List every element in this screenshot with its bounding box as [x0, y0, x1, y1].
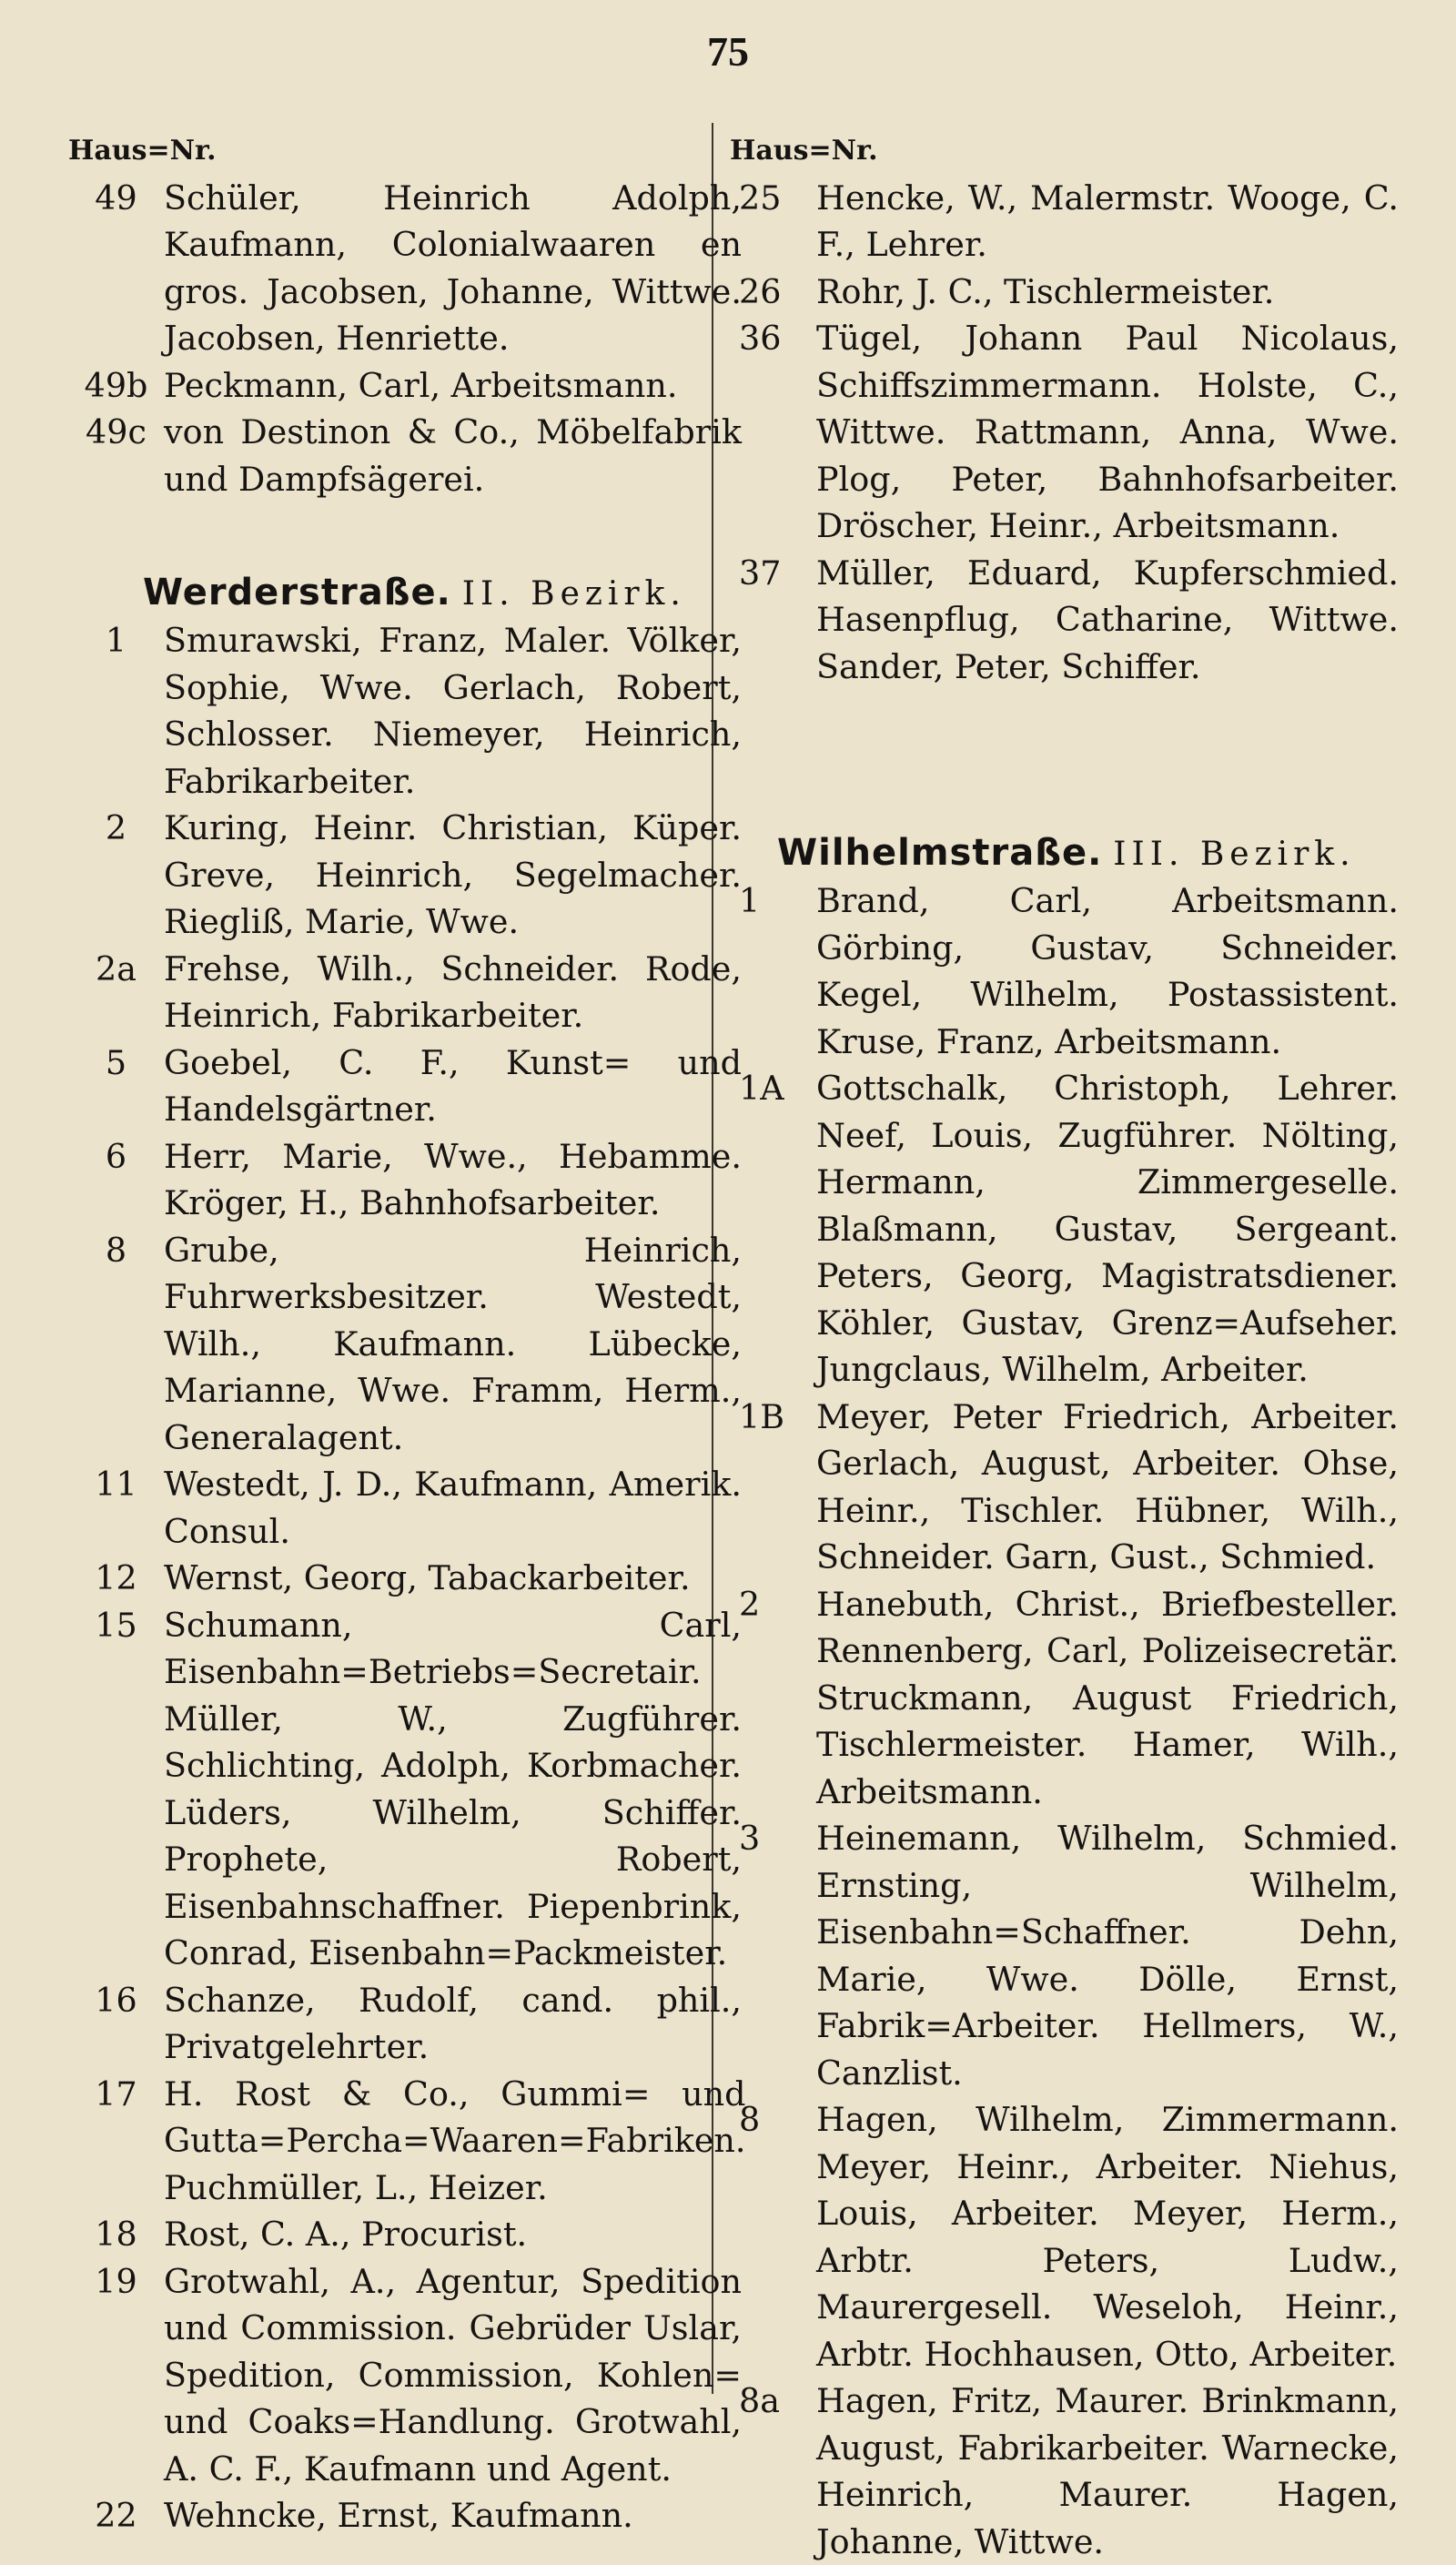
house-number: 8 [105, 1230, 127, 1270]
resident-listing: Kuring, Heinr. Christian, Küper. Greve, Heinrich, Segelmacher. Riegliß, Marie, Wwe. [164, 808, 742, 941]
house-number-header: Haus=Nr. [730, 135, 878, 167]
directory-entry [730, 175, 1399, 269]
directory-entry [68, 175, 742, 362]
directory-entry [730, 1815, 1399, 2096]
resident-listing: Meyer, Peter Friedrich, Arbeiter. Gerlach, August, Arbeiter. Ohse, Heinr., Tischler. Hübner, Wilh., Schneider. Garn, Gust., Schmied. [816, 1396, 1399, 1577]
entry-list [730, 175, 1399, 691]
directory-entry [68, 1461, 742, 1555]
directory-entry [68, 1555, 742, 1602]
directory-entry [68, 1227, 742, 1462]
directory-entry [68, 1039, 742, 1133]
house-number: 49b [84, 365, 148, 405]
entry-list [730, 877, 1399, 2565]
resident-listing: Wehncke, Ernst, Kaufmann. [164, 2496, 633, 2535]
directory-entry [68, 2071, 746, 2212]
resident-listing: Westedt, J. D., Kaufmann, Amerik. Consul. [164, 1465, 742, 1551]
resident-listing: Hanebuth, Christ., Briefbesteller. Rennenberg, Carl, Polizeisecretär. Struckmann, August Friedrich, Tischlermeister. Hamer, Wilh., Arbeitsmann. [816, 1584, 1399, 1811]
house-number: 16 [95, 1980, 137, 2020]
right-column [730, 127, 1399, 2565]
resident-listing: Brand, Carl, Arbeitsmann. Görbing, Gustav, Schneider. Kegel, Wilhelm, Postassistent. Kruse, Franz, Arbeitsmann. [816, 881, 1399, 1061]
page-number: 75 [707, 28, 749, 75]
house-number: 36 [739, 319, 782, 358]
resident-listing: Schanze, Rudolf, cand. phil., Privatgelehrter. [164, 1980, 742, 2066]
house-number: 1B [739, 1396, 785, 1436]
resident-listing: Heinemann, Wilhelm, Schmied. Ernsting, Wilhelm, Eisenbahn=Schaffner. Dehn, Marie, Wwe. Dölle, Ernst, Fabrik=Arbeiter. Hellmers, W., Canzlist. [816, 1819, 1399, 2093]
house-number: 18 [95, 2215, 137, 2254]
resident-listing: Rohr, J. C., Tischlermeister. [816, 271, 1275, 311]
street-name: Wilhelmstraße. [777, 832, 1103, 874]
house-number: 8 [739, 2100, 761, 2139]
resident-listing: von Destinon & Co., Möbelfabrik und Dampfsägerei. [164, 412, 742, 499]
directory-entry [730, 2096, 1399, 2377]
directory-entry [730, 269, 1399, 316]
resident-listing: Peckmann, Carl, Arbeitsmann. [164, 365, 678, 405]
resident-listing: Schumann, Carl, Eisenbahn=Betriebs=Secretair. Müller, W., Zugführer. Schlichting, Adolph, Korbmacher. Lüders, Wilhelm, Schiffer. Prophete, Robert, Eisenbahnschaffner. Piepenbrink, Conrad, Eisenbahn=Packmeister. [164, 1605, 742, 1972]
left-column [68, 127, 746, 2540]
house-number-header: Haus=Nr. [68, 135, 217, 167]
house-number: 19 [95, 2261, 137, 2301]
district-label: II. Bezirk. [461, 575, 686, 613]
directory-entry [730, 2377, 1399, 2565]
house-number: 2a [96, 948, 136, 988]
resident-listing: Frehse, Wilh., Schneider. Rode, Heinrich, Fabrikarbeiter. [164, 948, 742, 1035]
directory-entry [68, 2258, 742, 2493]
house-number: 17 [95, 2073, 137, 2114]
house-number: 6 [105, 1136, 127, 1176]
directory-entry [68, 409, 742, 502]
directory-entry [68, 2211, 742, 2258]
directory-entry [730, 315, 1399, 550]
house-number: 8a [739, 2381, 780, 2420]
house-number: 26 [739, 271, 782, 311]
directory-entry [730, 877, 1399, 1065]
street-name: Werderstraße. [143, 572, 451, 613]
entry-list [68, 175, 742, 503]
resident-listing: Hencke, W., Malermstr. Wooge, C. F., Lehrer. [816, 177, 1399, 264]
directory-entry [730, 1065, 1399, 1394]
directory-entry [68, 1977, 742, 2071]
directory-entry [68, 1133, 742, 1227]
house-number: 1 [739, 881, 761, 920]
resident-listing: Tügel, Johann Paul Nicolaus, Schiffszimmermann. Holste, C., Wittwe. Rattmann, Anna, Wwe. Plog, Peter, Bahnhofsarbeiter. Dröscher, Heinr., Arbeitsmann. [816, 319, 1399, 545]
directory-entry [68, 805, 742, 946]
resident-listing: Grotwahl, A., Agentur, Spedition und Commission. Gebrüder Uslar, Spedition, Commission, Kohlen= und Coaks=Handlung. Grotwahl, A. C. F., Kaufmann und Agent. [164, 2261, 742, 2489]
street-heading [143, 568, 742, 617]
house-number: 11 [95, 1465, 137, 1504]
entry-list [68, 617, 746, 2540]
house-number: 49c [86, 412, 147, 451]
directory-entry [730, 1394, 1399, 1581]
house-number: 1 [105, 621, 127, 660]
house-number: 2 [105, 808, 127, 847]
directory-entry [730, 1581, 1399, 1816]
directory-entry [68, 362, 742, 410]
house-number: 37 [739, 553, 782, 593]
resident-listing: Smurawski, Franz, Maler. Völker, Sophie, Wwe. Gerlach, Robert, Schlosser. Niemeyer, Heinrich, Fabrikarbeiter. [164, 621, 742, 801]
street-heading [777, 828, 1399, 877]
directory-entry [730, 550, 1399, 691]
district-label: III. Bezirk. [1113, 836, 1356, 873]
house-number: 15 [95, 1605, 137, 1645]
resident-listing: Grube, Heinrich, Fuhrwerksbesitzer. Westedt, Wilh., Kaufmann. Lübecke, Marianne, Wwe. Framm, Herm., Generalagent. [164, 1230, 742, 1457]
house-number: 2 [739, 1584, 761, 1624]
resident-listing: Schüler, Heinrich Adolph, Kaufmann, Colonialwaaren en gros. Jacobsen, Johanne, Wittwe. Jacobsen, Henriette. [164, 177, 742, 358]
resident-listing: Goebel, C. F., Kunst= und Handelsgärtner. [164, 1042, 742, 1129]
house-number: 49 [95, 177, 137, 218]
house-number: 5 [105, 1042, 127, 1082]
resident-listing: Herr, Marie, Wwe., Hebamme. Kröger, H., Bahnhofsarbeiter. [164, 1136, 742, 1222]
resident-listing: H. Rost & Co., Gummi= und Gutta=Percha=Waaren=Fabriken. Puchmüller, L., Heizer. [164, 2073, 746, 2207]
directory-entry [68, 617, 742, 805]
house-number: 25 [739, 177, 782, 218]
resident-listing: Hagen, Wilhelm, Zimmermann. Meyer, Heinr., Arbeiter. Niehus, Louis, Arbeiter. Meyer, Herm., Arbtr. Peters, Ludw., Maurergesell. Weseloh, Heinr., Arbtr. Hochhausen, Otto, Arbeiter. [816, 2100, 1399, 2374]
resident-listing: Hagen, Fritz, Maurer. Brinkmann, August, Fabrikarbeiter. Warnecke, Heinrich, Maurer. Hagen, Johanne, Wittwe. [816, 2381, 1399, 2561]
house-number: 1A [739, 1069, 784, 1108]
house-number: 3 [739, 1819, 761, 1858]
directory-entry [68, 2492, 742, 2540]
house-number: 22 [95, 2496, 137, 2535]
resident-listing: Rost, C. A., Procurist. [164, 2215, 528, 2254]
directory-entry [68, 1602, 742, 1977]
resident-listing: Müller, Eduard, Kupferschmied. Hasenpflug, Catharine, Wittwe. Sander, Peter, Schiffer. [816, 553, 1399, 686]
house-number: 12 [95, 1558, 137, 1597]
resident-listing: Wernst, Georg, Tabackarbeiter. [164, 1558, 691, 1597]
directory-entry [68, 946, 742, 1039]
resident-listing: Gottschalk, Christoph, Lehrer. Neef, Louis, Zugführer. Nölting, Hermann, Zimmergeselle. Blaßmann, Gustav, Sergeant. Peters, Georg, Magistratsdiener. Köhler, Gustav, Grenz=Aufseher. Jungclaus, Wilhelm, Arbeiter. [816, 1069, 1399, 1389]
